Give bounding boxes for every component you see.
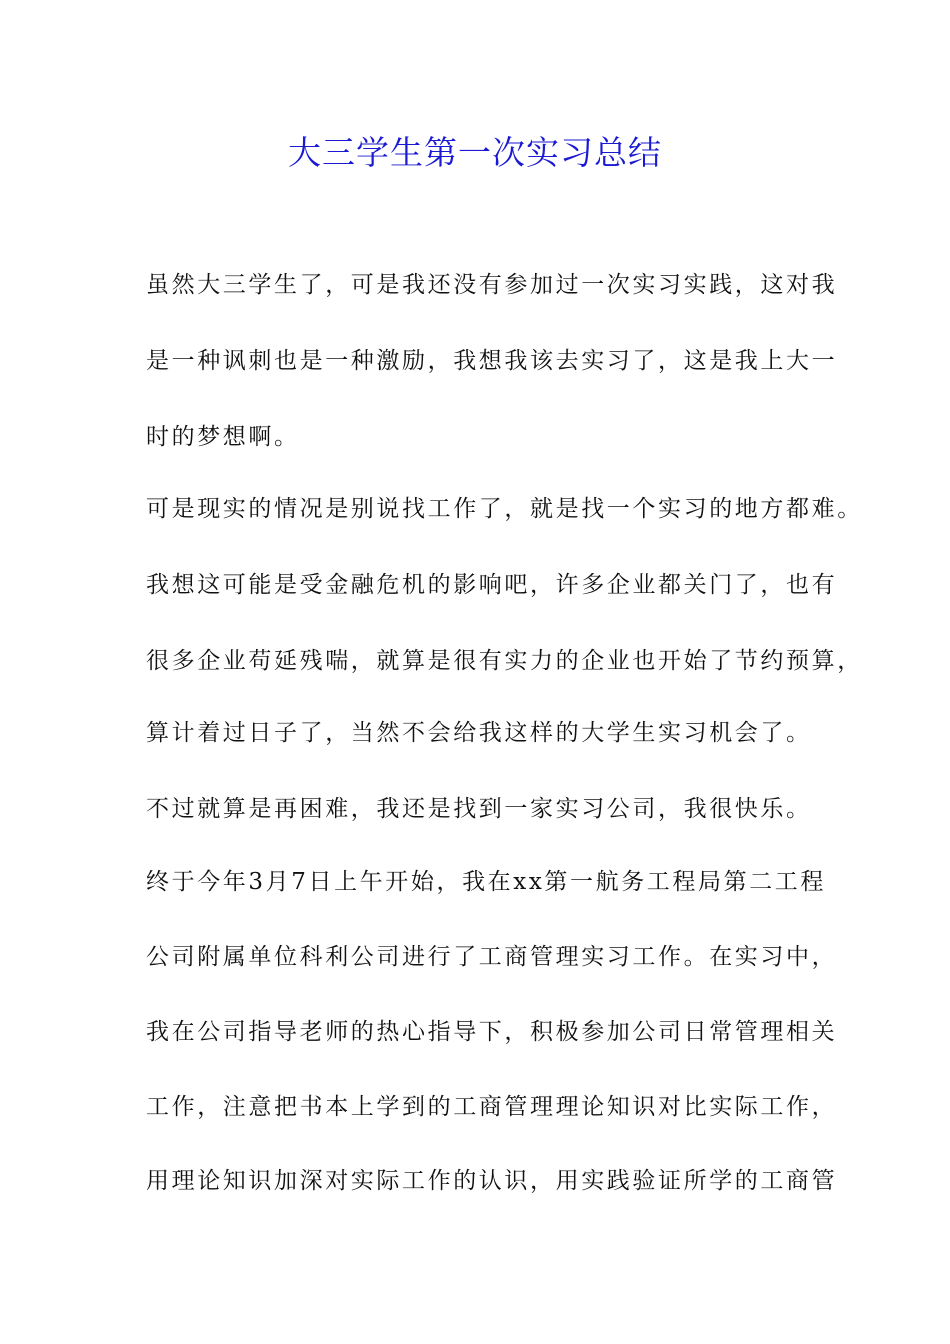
paragraph-line: 工作，注意把书本上学到的工商管理理论知识对比实际工作， [146,1094,838,1120]
paragraph-line: 可是现实的情况是别说找工作了，就是找一个实习的地方都难。 [146,496,863,522]
document-title: 大三学生第一次实习总结 [288,133,662,172]
paragraph-line: 用理论知识加深对实际工作的认识，用实践验证所学的工商管 [146,1168,838,1194]
paragraph-line: 不过就算是再困难，我还是找到一家实习公司，我很快乐。 [146,796,812,822]
paragraph-line: 我在公司指导老师的热心指导下，积极参加公司日常管理相关 [146,1019,838,1045]
paragraph-line: 公司附属单位科利公司进行了工商管理实习工作。在实习中， [146,944,838,970]
paragraph-line: 虽然大三学生了，可是我还没有参加过一次实习实践，这对我 [146,272,838,298]
paragraph-line: 很多企业苟延残喘，就算是很有实力的企业也开始了节约预算， [146,648,863,674]
paragraph-line: 终于今年3月7日上午开始，我在xx第一航务工程局第二工程 [146,869,827,895]
paragraph-line: 我想这可能是受金融危机的影响吧，许多企业都关门了，也有 [146,572,838,598]
paragraph-line: 是一种讽刺也是一种激励，我想我该去实习了，这是我上大一 [146,348,838,374]
paragraph-line: 时的梦想啊。 [146,424,300,450]
paragraph-line: 算计着过日子了，当然不会给我这样的大学生实习机会了。 [146,720,812,746]
